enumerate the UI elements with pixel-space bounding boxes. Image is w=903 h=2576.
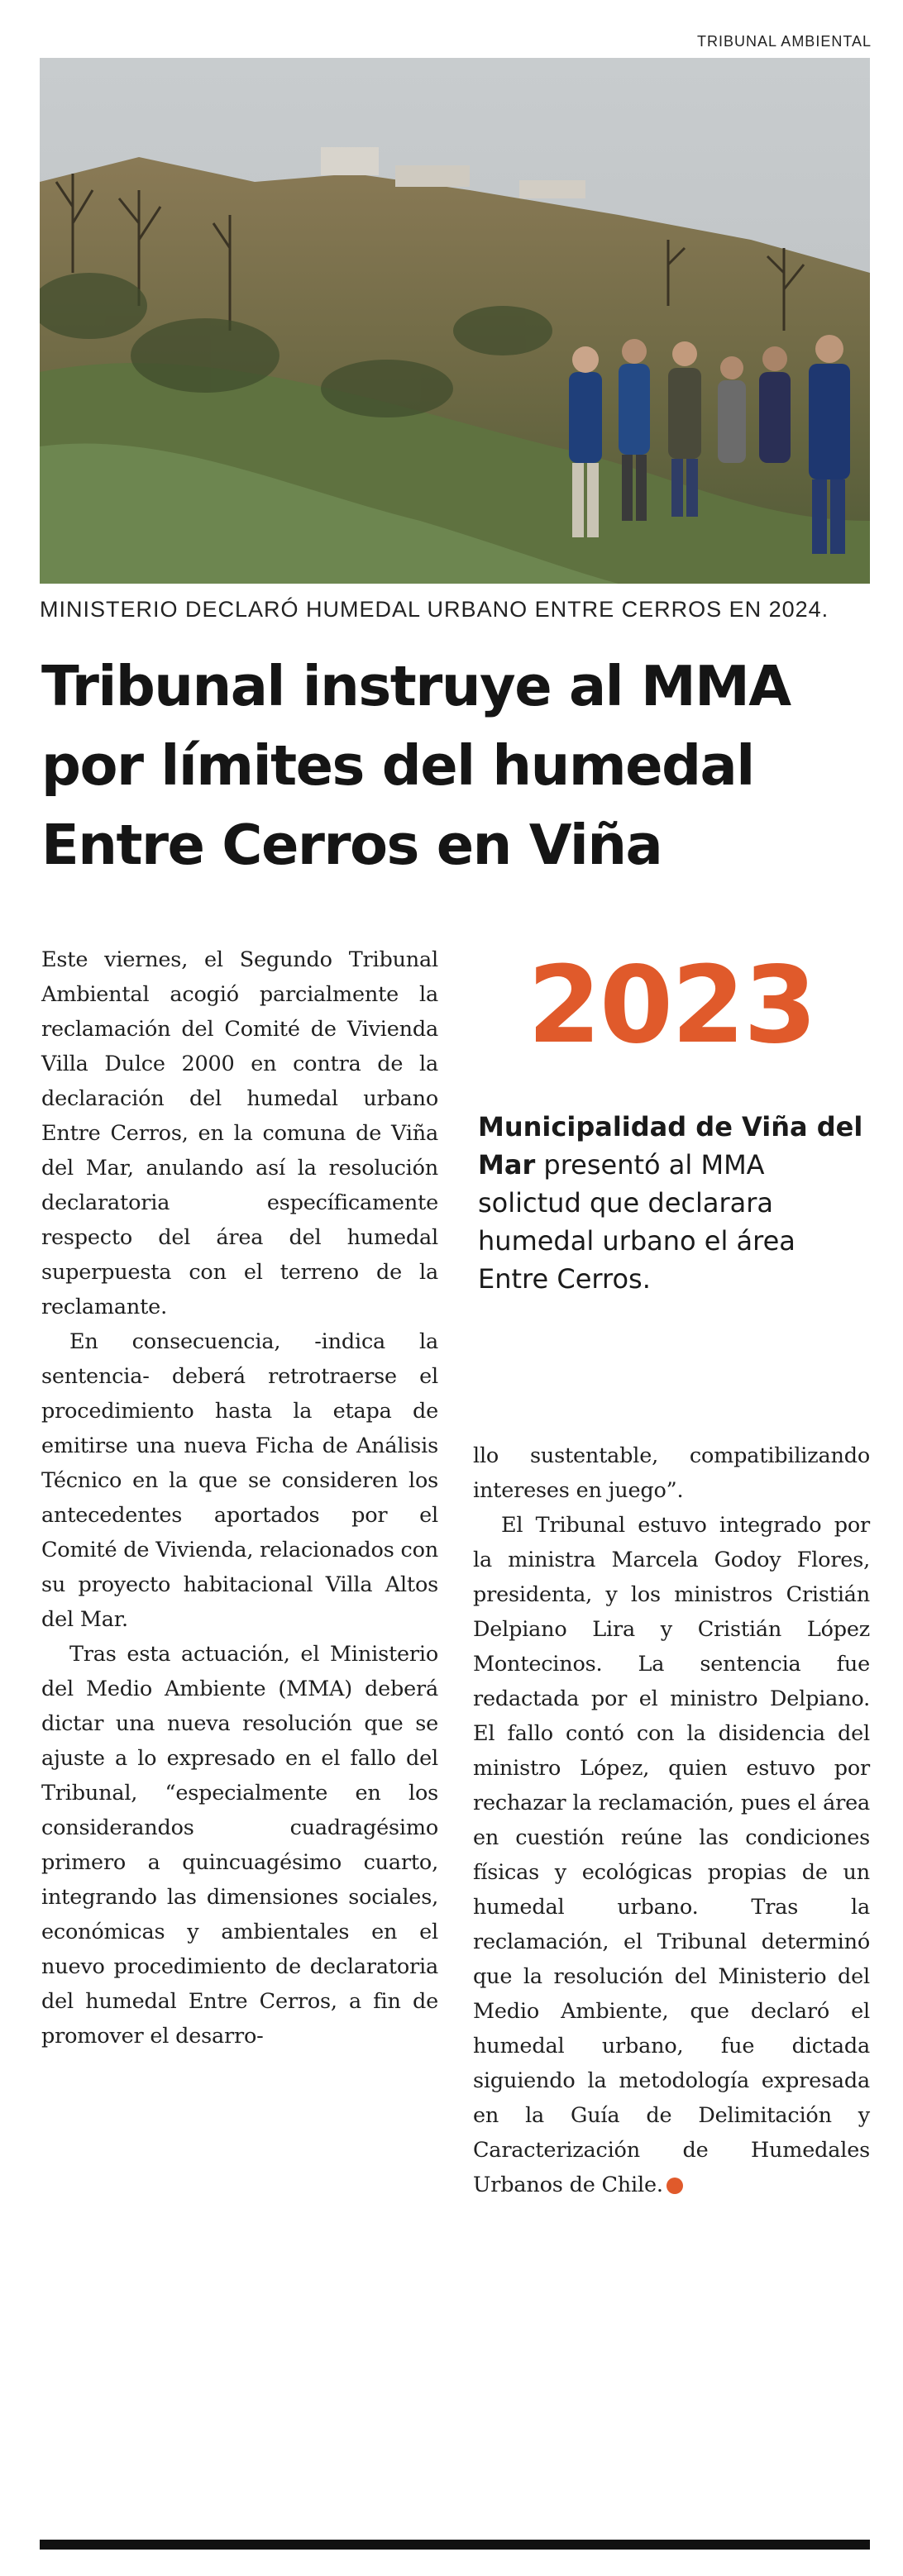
body-paragraph: Este viernes, el Segundo Tribunal Ambiental acogió parcialmente la reclamación del Comité de Vivienda Villa Dulce 2000 en contra de la declaración del humedal urbano Entre Cerros, en la comuna de Viña del Mar, anulando así la resolución declaratoria específicamente respecto del área del humedal superpuesta con el terreno de la reclamante. [41, 947, 438, 1319]
hillside-photo-illustration [40, 58, 870, 584]
end-of-article-icon: ✪ [666, 2178, 683, 2194]
body-paragraph: En consecuencia, -indica la sentencia- deberá retrotraerse el procedimiento hasta la etapa de emitirse una nueva Ficha de Análisis Técnico en la que se consideren los antecedentes aportados por el Comité de Vivienda, relacionados con su proyecto habitacional Villa Altos del Mar. [41, 1329, 438, 1632]
highlight-lead: Municipalidad de Viña del Mar [478, 1111, 863, 1181]
body-paragraph-final [473, 1508, 870, 2202]
body-column-right [473, 1438, 870, 2202]
body-paragraph: llo sustentable, compatibilizando intereses en juego”. [473, 1443, 870, 1503]
highlight-year: 2023 [527, 944, 816, 1067]
highlight-body: presentó al MMA solictud que declarara humedal urbano el área Entre Cerros. [478, 1149, 796, 1295]
photo-caption: MINISTERIO DECLARÓ HUMEDAL URBANO ENTRE CERROS EN 2024. [40, 597, 829, 622]
body-column-left [41, 942, 438, 2054]
article-photo [40, 58, 870, 584]
bottom-rule [40, 2540, 870, 2550]
body-paragraph-text: El Tribunal estuvo integrado por la ministra Marcela Godoy Flores, presidenta, y los ministros Cristián Delpiano Lira y Cristián López Montecinos. La sentencia fue redactada por el ministro Delpiano. El fallo contó con la disidencia del ministro López, quien estuvo por rechazar la reclamación, pues el área en cuestión reúne las condiciones físicas y ecológicas propias de un humedal urbano. Tras la reclamación, el Tribunal determinó que la resolución del Ministerio del Medio Ambiente, que declaró el humedal urbano, fue dictada siguiendo la metodología expresada en la Guía de Delimitación y Caracterización de Humedales Urbanos de Chile. [473, 1513, 870, 2197]
headline: Tribunal instruye al MMA por límites del humedal Entre Cerros en Viña [41, 654, 791, 877]
section-tag: TRIBUNAL AMBIENTAL [696, 33, 872, 50]
body-paragraph: Tras esta actuación, el Ministerio del Medio Ambiente (MMA) deberá dictar una nueva resolución que se ajuste a lo expresado en el fallo del Tribunal, “especialmente en los considerandos cuadragésimo primero a quincuagésimo cuarto, integrando las dimensiones sociales, económicas y ambientales en el nuevo procedimiento de declaratoria del humedal Entre Cerros, a fin de promover el desarro- [41, 1642, 438, 2049]
highlight-text [478, 1108, 870, 1298]
